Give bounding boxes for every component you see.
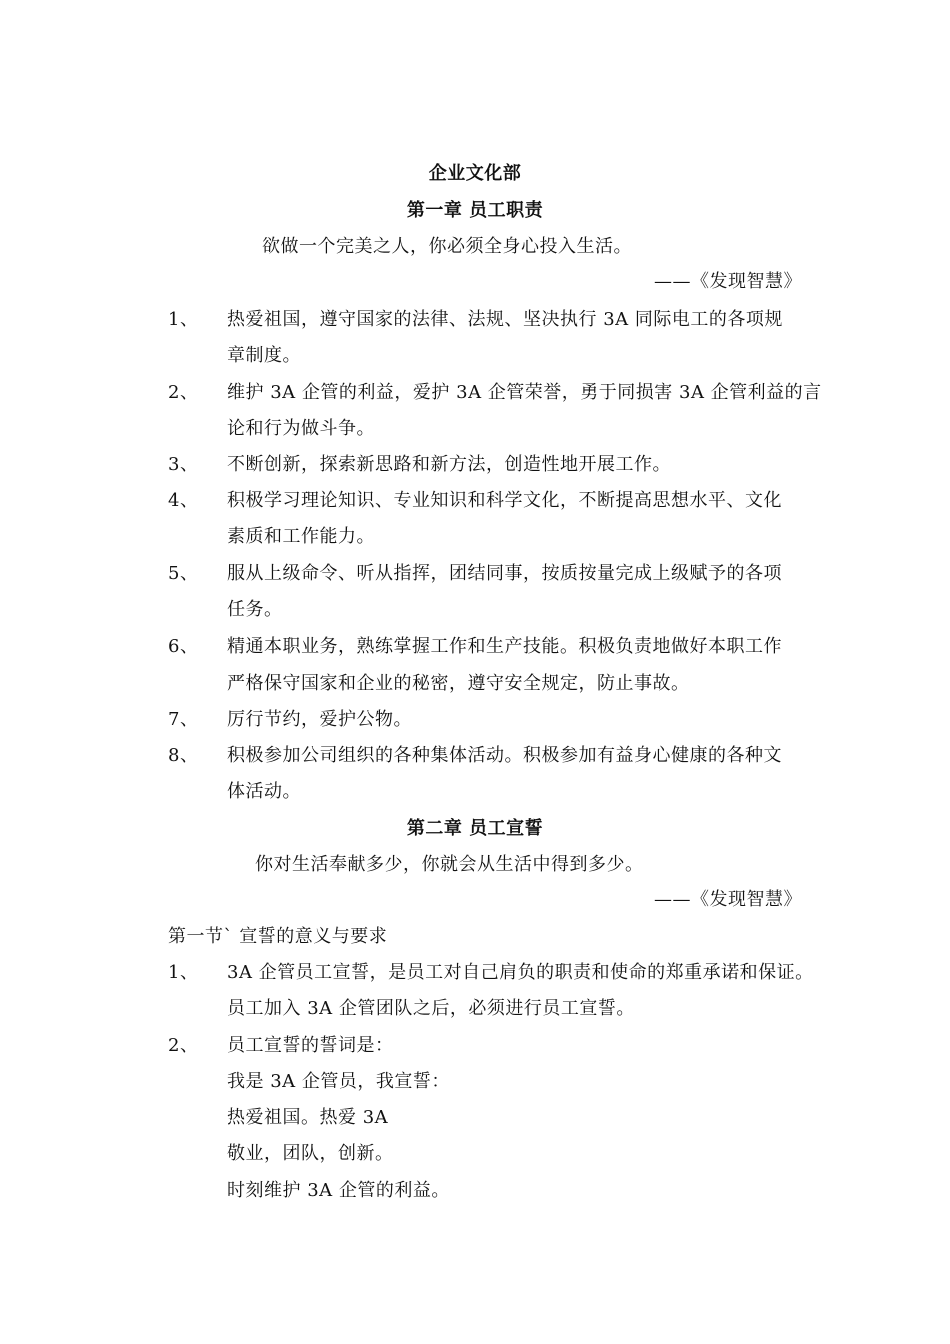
list-item-text: 3A 企管员工宣誓，是员工对自己肩负的职责和使命的郑重承诺和保证。 <box>227 962 814 983</box>
list-item-text-continued: 员工加入 3A 企管团队之后，必须进行员工宣誓。 <box>227 998 635 1019</box>
chapter-1-title: 第一章 员工职责 <box>406 200 544 221</box>
list-item-number: 7、 <box>168 709 199 730</box>
list-item-text: 精通本职业务，熟练掌握工作和生产技能。积极负责地做好本职工作 <box>227 636 782 657</box>
chapter-2-title: 第二章 员工宣誓 <box>406 818 544 839</box>
list-item-text: 维护 3A 企管的利益，爱护 3A 企管荣誉，勇于同损害 3A 企管利益的言 <box>227 382 822 403</box>
list-item-number: 5、 <box>168 563 199 584</box>
list-item-number: 8、 <box>168 745 199 766</box>
chapter-2-quote-source: ——《发现智慧》 <box>654 889 802 910</box>
list-item-text-continued: 论和行为做斗争。 <box>227 418 375 439</box>
list-item-text-continued: 素质和工作能力。 <box>227 526 375 547</box>
list-item-text: 积极学习理论知识、专业知识和科学文化，不断提高思想水平、文化 <box>227 490 782 511</box>
list-item-text-continued: 章制度。 <box>227 345 301 366</box>
list-item-number: 3、 <box>168 454 199 475</box>
oath-line: 我是 3A 企管员，我宣誓： <box>227 1071 450 1092</box>
oath-line: 热爱祖国。热爱 3A <box>227 1107 389 1128</box>
list-item-number: 2、 <box>168 382 199 403</box>
list-item-text: 热爱祖国，遵守国家的法律、法规、坚决执行 3A 同际电工的各项规 <box>227 309 783 330</box>
list-item-text: 厉行节约，爱护公物。 <box>227 709 412 730</box>
list-item-text-continued: 体活动。 <box>227 781 301 802</box>
list-item-number: 1、 <box>168 962 199 983</box>
list-item-text: 不断创新，探索新思路和新方法，创造性地开展工作。 <box>227 454 671 475</box>
oath-line: 时刻维护 3A 企管的利益。 <box>227 1180 450 1201</box>
list-item-text-continued: 任务。 <box>227 599 283 620</box>
department-title: 企业文化部 <box>428 163 522 184</box>
list-item-text: 员工宣誓的誓词是： <box>227 1035 394 1056</box>
oath-line: 敬业，团队，创新。 <box>227 1143 394 1164</box>
list-item-number: 2、 <box>168 1035 199 1056</box>
list-item-number: 6、 <box>168 636 199 657</box>
chapter-1-quote-source: ——《发现智慧》 <box>654 271 802 292</box>
list-item-number: 4、 <box>168 490 199 511</box>
list-item-number: 1、 <box>168 309 199 330</box>
list-item-text: 服从上级命令、听从指挥，团结同事，按质按量完成上级赋予的各项 <box>227 563 782 584</box>
chapter-2-quote: 你对生活奉献多少，你就会从生活中得到多少。 <box>255 854 644 875</box>
chapter-1-quote: 欲做一个完美之人，你必须全身心投入生活。 <box>262 236 632 257</box>
list-item-text-continued: 严格保守国家和企业的秘密，遵守安全规定，防止事故。 <box>227 673 690 694</box>
list-item-text: 积极参加公司组织的各种集体活动。积极参加有益身心健康的各种文 <box>227 745 782 766</box>
section-heading: 第一节` 宣誓的意义与要求 <box>168 926 388 947</box>
